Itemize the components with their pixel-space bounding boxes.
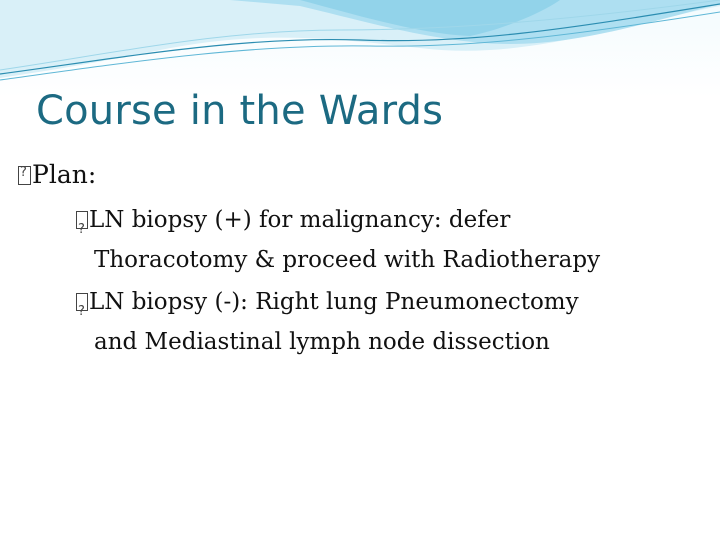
slide-title: Course in the Wards	[36, 88, 444, 134]
plan-label: Plan:	[32, 160, 97, 189]
plan-heading	[18, 160, 96, 189]
missing-glyph-icon	[18, 166, 31, 185]
bullet-1-text-line2: Thoracotomy & proceed with Radiotherapy	[94, 247, 601, 273]
bullet-item-1	[76, 200, 696, 280]
missing-glyph-icon	[76, 211, 88, 229]
missing-glyph-icon	[76, 293, 88, 311]
bullet-2-text-line2: and Mediastinal lymph node dissection	[94, 329, 550, 355]
bullet-1-first-line	[76, 207, 510, 233]
header-wave-decoration	[0, 0, 720, 90]
bullet-2-first-line	[76, 289, 579, 315]
bullet-2-text-line1: LN biopsy (-): Right lung Pneumonectomy	[89, 289, 579, 315]
bullet-1-text-line1: LN biopsy (+) for malignancy: defer	[89, 207, 511, 233]
bullet-item-2	[76, 282, 696, 362]
